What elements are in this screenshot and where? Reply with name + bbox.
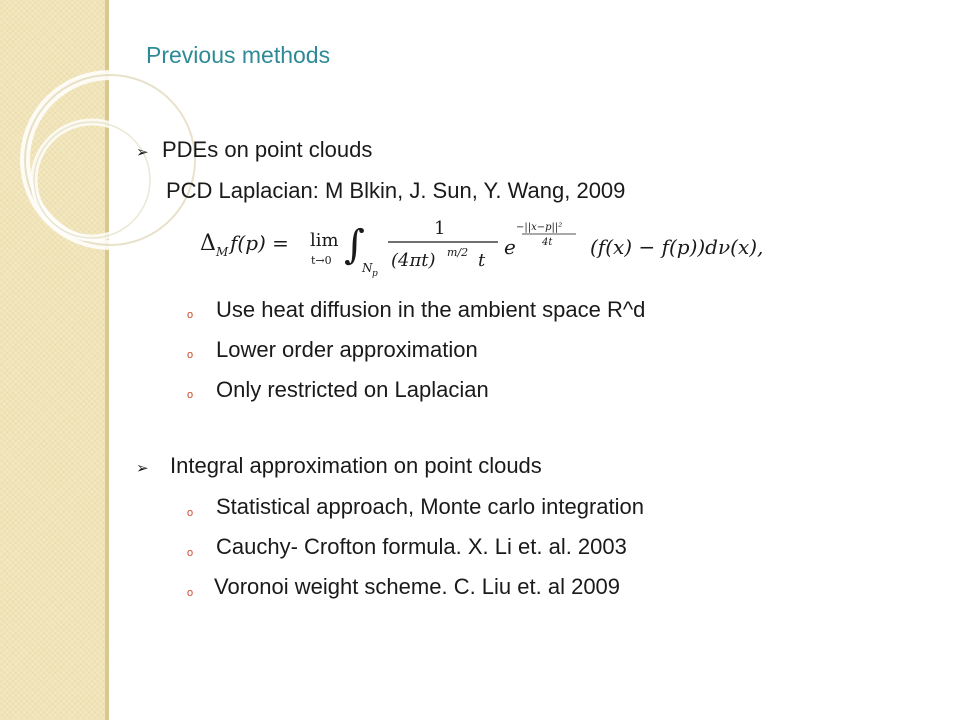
circle-bullet-icon: o	[187, 587, 194, 599]
formula-integral: ∫	[344, 222, 365, 268]
formula-exp-den: 4t	[542, 237, 553, 248]
formula-exp-num: −||x−p||²	[516, 222, 563, 233]
arrow-bullet-icon: ➢	[136, 460, 149, 477]
sub-item-monte-carlo: Statistical approach, Monte carlo integration	[216, 494, 645, 519]
circle-bullet-icon: o	[187, 349, 194, 361]
bullet-subline-pcd: PCD Laplacian: M Blkin, J. Sun, Y. Wang, 2009	[166, 178, 626, 203]
sidebar-edge	[105, 0, 109, 720]
bullet-heading-pdes: PDEs on point clouds	[162, 137, 373, 162]
formula-delta-sub: M	[216, 245, 229, 259]
formula-lim: lim	[310, 230, 339, 251]
formula-frac-exp: m/2	[447, 246, 469, 259]
circle-bullet-icon: o	[187, 389, 194, 401]
slide-title: Previous methods	[146, 42, 331, 68]
formula-tail: (f(x) − f(p))dν(x),	[590, 235, 764, 259]
formula-lim-sub: t→0	[311, 254, 332, 267]
sub-item-restricted: Only restricted on Laplacian	[216, 377, 489, 402]
circle-bullet-icon: o	[187, 547, 194, 559]
formula-int-subsub: p	[372, 269, 378, 278]
formula-frac-t: t	[478, 250, 486, 271]
decorative-sidebar	[0, 0, 105, 720]
circle-bullet-icon: o	[187, 507, 194, 519]
sub-item-cauchy-crofton: Cauchy- Crofton formula. X. Li et. al. 2003	[216, 534, 627, 559]
formula-frac-num: 1	[434, 218, 446, 239]
sub-item-heat-diffusion: Use heat diffusion in the ambient space R^d	[216, 297, 646, 322]
bullet-heading-integral: Integral approximation on point clouds	[170, 453, 542, 478]
formula-frac-den: (4πt)	[391, 250, 436, 271]
formula-delta: Δ	[200, 231, 216, 256]
formula-lhs: f(p) =	[230, 231, 289, 255]
laplacian-formula	[198, 212, 828, 278]
arrow-bullet-icon: ➢	[136, 144, 149, 161]
circle-bullet-icon: o	[187, 309, 194, 321]
sub-item-voronoi: Voronoi weight scheme. C. Liu et. al 2009	[214, 574, 621, 599]
formula-int-sub: N	[362, 261, 373, 275]
formula-exp-base: e	[504, 235, 516, 259]
sub-item-lower-order: Lower order approximation	[216, 337, 478, 362]
